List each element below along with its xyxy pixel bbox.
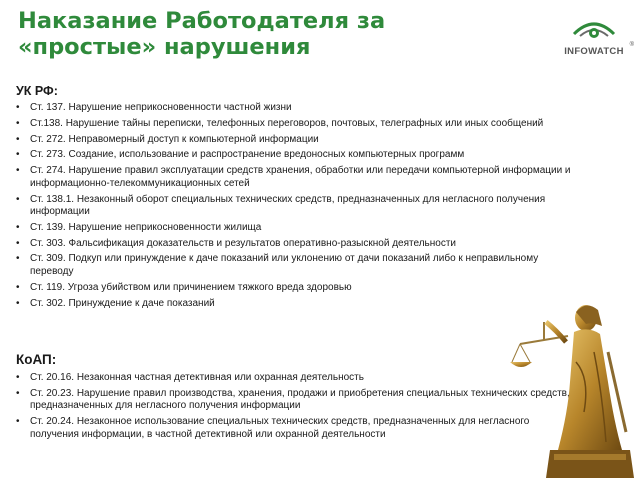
law-articles-list bbox=[14, 102, 574, 313]
list-item: • Ст. 309. Подкуп или принуждение к даче показаний или уклонению от дачи показаний либо к неправильному переводу bbox=[14, 253, 574, 278]
list-item: • Ст. 272. Неправомерный доступ к компьютерной информации bbox=[14, 134, 574, 147]
list-item: • Ст. 20.23. Нарушение правил производства, хранения, продажи и приобретения специальных технических средств, предназначенных для негласного получения информации bbox=[14, 388, 574, 413]
themis-statue-icon bbox=[506, 282, 636, 479]
list-item: • Ст. 20.16. Незаконная частная детективная или охранная деятельность bbox=[14, 372, 574, 385]
list-item: • Ст. 20.24. Незаконное использование специальных технических средств, предназначенных для негласного получения информации, в частной детективной или охранной деятельности bbox=[14, 416, 574, 441]
infowatch-logo bbox=[556, 12, 632, 62]
list-item: • Ст. 139. Нарушение неприкосновенности жилища bbox=[14, 222, 574, 235]
eye-icon bbox=[568, 12, 620, 46]
list-item: • Ст. 119. Угроза убийством или причинением тяжкого вреда здоровью bbox=[14, 282, 574, 295]
list-item: • Ст. 274. Нарушение правил эксплуатации средств хранения, обработки или передачи компьютерной информации и информационно-телекоммуникационных сетей bbox=[14, 165, 574, 190]
law-section-heading: УК РФ: bbox=[16, 84, 58, 98]
koap-articles-list bbox=[14, 372, 574, 445]
list-item: • Ст. 273. Создание, использование и распространение вредоносных компьютерных программ bbox=[14, 149, 574, 162]
logo-text: INFOWATCH bbox=[564, 46, 624, 57]
koap-section-heading: КоАП: bbox=[16, 352, 57, 367]
list-item: • Ст. 302. Принуждение к даче показаний bbox=[14, 298, 574, 311]
page-title: Наказание Работодателя за «простые» нарушения bbox=[18, 8, 386, 60]
list-item: • Ст. 303. Фальсификация доказательств и результатов оперативно-разыскной деятельности bbox=[14, 238, 574, 251]
list-item: • Ст. 138.1. Незаконный оборот специальных технических средств, предназначенных для негласного получения информации bbox=[14, 194, 574, 219]
list-item: • Ст.138. Нарушение тайны переписки, телефонных переговоров, почтовых, телеграфных или иных сообщений bbox=[14, 118, 574, 131]
logo-registered-mark: ® bbox=[629, 42, 634, 48]
list-item: • Ст. 137. Нарушение неприкосновенности частной жизни bbox=[14, 102, 574, 115]
